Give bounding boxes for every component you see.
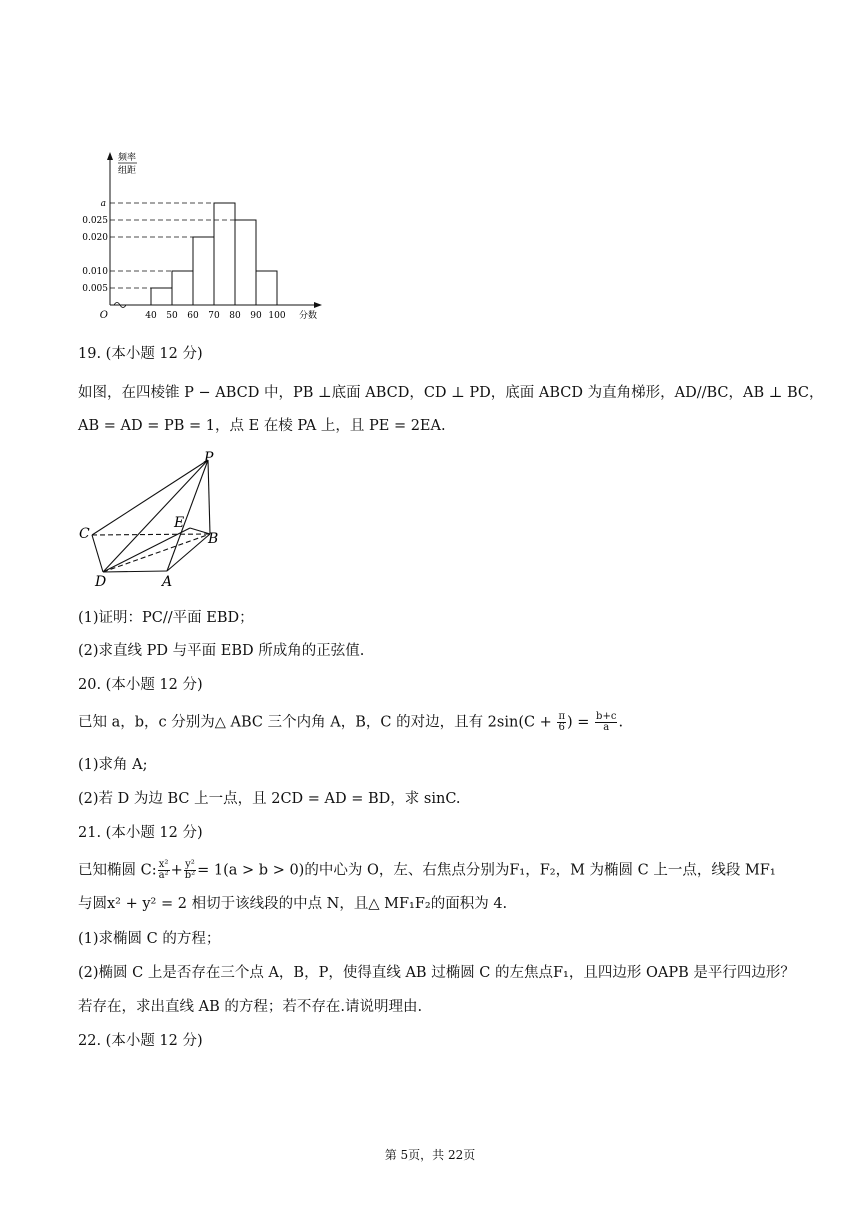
y-tick-0005: 0.005 — [82, 284, 108, 294]
pyramid-figure — [78, 448, 238, 590]
vertex-C: C — [79, 526, 90, 542]
x-tick-50: 50 — [166, 311, 178, 321]
q20-fraction-bc-over-a: $\frac{b+c}{a}$ — [596, 711, 617, 733]
histogram-bar — [235, 220, 256, 305]
q20-part2: (2)若 D 为边 BC 上一点，且 2CD = AD = BD，求 sinC. — [78, 791, 461, 807]
q21-part1: (1)求椭圆 C 的方程； — [78, 931, 221, 947]
x-tick-40: 40 — [145, 311, 157, 321]
q21-fraction-x2-a2: $\frac{\text{x²}}{\text{a²}}$ — [158, 859, 169, 881]
histogram-bar — [172, 271, 193, 305]
y-tick-0020: 0.020 — [82, 233, 108, 243]
q20-stem-pre: 已知 a，b，c 分别为△ ABC 三个内角 A，B，C 的对边，且有 2sin(C + — [78, 714, 552, 731]
q19-stem-line1: 如图，在四棱锥 P − ABCD 中，PB ⊥底面 ABCD，CD ⊥ PD，底面 ABCD 为直角梯形，AD//BC，AB ⊥ BC， — [78, 385, 824, 401]
q21-part3: 若存在，求出直线 AB 的方程；若不存在.请说明理由. — [78, 999, 423, 1015]
frequency-histogram — [78, 148, 338, 328]
q20-header: 20. (本小题 12 分) — [78, 677, 203, 693]
vertex-B: B — [208, 531, 219, 547]
x-tick-90: 90 — [250, 311, 262, 321]
x-tick-100: 100 — [268, 311, 286, 321]
q20-stem — [78, 712, 623, 733]
q19-part2: (2)求直线 PD 与平面 EBD 所成角的正弦值. — [78, 643, 365, 659]
y-tick-0010: 0.010 — [82, 267, 108, 277]
q20-stem-end: . — [618, 714, 624, 731]
q19-stem-line2: AB = AD = PB = 1，点 E 在棱 PA 上，且 PE = 2EA. — [78, 418, 446, 434]
x-tick-70: 70 — [208, 311, 220, 321]
q21-fraction-y2-b2: $\frac{\text{y²}}{\text{b²}}$ — [184, 859, 196, 881]
page-footer: 第 5页，共 22页 — [384, 1148, 476, 1162]
vertex-D: D — [95, 574, 107, 590]
y-tick-0025: 0.025 — [82, 216, 108, 226]
vertex-E: E — [174, 515, 185, 531]
q21-stem-line2: 与圆x² + y² = 2 相切于该线段的中点 N，且△ MF₁F₂的面积为 4. — [78, 896, 508, 912]
q21-stem-line1: 已知椭圆 C: $\frac{\text{x²}}{\text{a²}}$ + $\frac{\text{y²}}{\text{b²}}$ = 1(a > b > 0)的中心为 O，左、右焦点分别为F₁，F₂，M 为椭圆 C 上一点，线段 MF₁ — [78, 859, 776, 881]
q21-header: 21. (本小题 12 分) — [78, 825, 203, 841]
q21-part2: (2)椭圆 C 上是否存在三个点 A，B，P，使得直线 AB 过椭圆 C 的左焦点F₁，且四边形 OAPB 是平行四边形？ — [78, 965, 795, 981]
histogram-bar — [256, 271, 277, 305]
q19-part1: (1)证明：PC//平面 EBD； — [78, 610, 254, 626]
vertex-A: A — [162, 574, 173, 590]
y-axis-label-bottom: 组距 — [117, 166, 137, 176]
vertex-P: P — [204, 450, 214, 466]
histogram-bar — [214, 203, 235, 305]
q20-part1: (1)求角 A; — [78, 757, 148, 773]
q20-stem-mid: ) = — [567, 714, 590, 731]
y-axis-label-top: 频率 — [117, 153, 137, 163]
q20-fraction-pi-over-6: $\frac{\pi}{6}$ — [558, 711, 566, 733]
origin-label: O — [99, 310, 108, 321]
histogram-bar — [151, 288, 172, 305]
y-tick-a: a — [100, 199, 106, 209]
x-axis-unit: 分数 — [298, 311, 318, 321]
x-tick-60: 60 — [187, 311, 199, 321]
histogram-bar — [193, 237, 214, 305]
q19-header: 19. (本小题 12 分) — [78, 346, 203, 362]
q22-header: 22. (本小题 12 分) — [78, 1033, 203, 1049]
x-tick-80: 80 — [229, 311, 241, 321]
